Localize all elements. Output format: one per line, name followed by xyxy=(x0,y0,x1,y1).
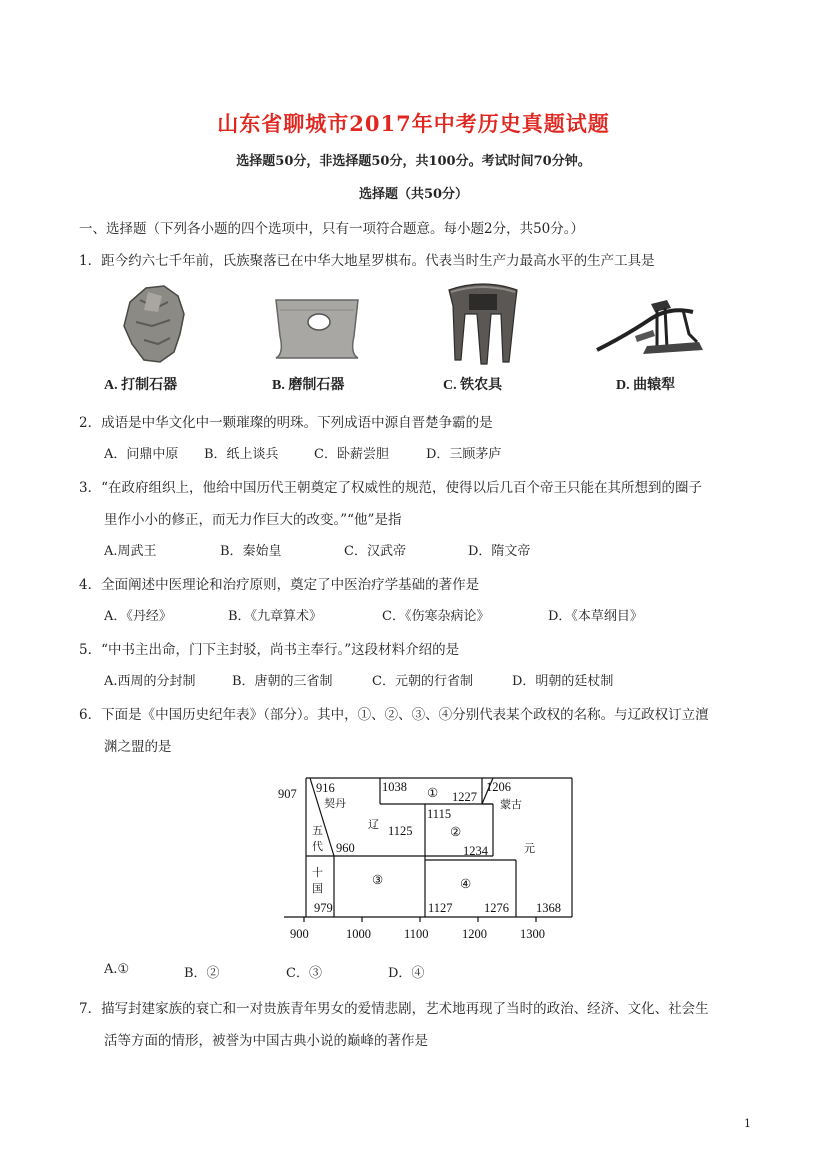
q2-option-c: C．卧薪尝胆 xyxy=(314,447,389,462)
start-year-label: 907 xyxy=(278,787,297,801)
q6-option-c: C．③ xyxy=(286,966,322,981)
exam-info: 选择题50分，非选择题50分，共100分。考试时间70分钟。 xyxy=(236,154,591,169)
year-1206-label: 1206 xyxy=(486,780,511,794)
q2-option-b: B．纸上谈兵 xyxy=(204,447,279,462)
qidan-label: 契丹 xyxy=(324,797,346,810)
year-1368-label: 1368 xyxy=(536,901,561,915)
axis-tick-1000: 1000 xyxy=(346,927,371,941)
q4-option-c: C．《伤寒杂病论》 xyxy=(382,609,490,624)
axis-tick-1300: 1300 xyxy=(520,927,545,941)
page-title: 山东省聊城市2017年中考历史真题试题 xyxy=(217,111,610,136)
chronology-table xyxy=(270,770,580,945)
year-916-label: 916 xyxy=(316,781,335,795)
q3-option-b: B．秦始皇 xyxy=(220,544,282,559)
q3-option-a: A.周武王 xyxy=(104,544,157,559)
q6-option-b: B．② xyxy=(184,966,220,981)
q2-option-a: A．问鼎中原 xyxy=(104,447,179,462)
year-1276-label: 1276 xyxy=(484,901,509,915)
option-A-caption: A. 打制石器 xyxy=(104,378,178,393)
curved-shaft-plow-image xyxy=(595,290,707,360)
question-7-text: 7．描写封建家族的衰亡和一对贵族青年男女的爱情悲剧，艺术地再现了当时的政治、经济、文化、社会生 xyxy=(79,1001,709,1017)
year-1127-label: 1127 xyxy=(428,901,453,915)
circle-3-label: ③ xyxy=(372,873,384,887)
year-960-label: 960 xyxy=(336,841,355,855)
q5-option-d: D．明朝的廷杖制 xyxy=(512,674,614,689)
q3-option-d: D．隋文帝 xyxy=(468,544,531,559)
q4-option-a: A．《丹经》 xyxy=(104,609,172,624)
q2-option-d: D．三顾茅庐 xyxy=(426,447,502,462)
section-heading: 选择题（共50分） xyxy=(358,187,469,202)
page-number: 1 xyxy=(744,1117,751,1130)
q5-option-a: A.西周的分封制 xyxy=(104,674,196,689)
axis-tick-900: 900 xyxy=(290,927,309,941)
q6-option-a: A.① xyxy=(104,962,130,977)
question-6-text-cont: 渊之盟的是 xyxy=(104,739,172,755)
year-1038-label: 1038 xyxy=(382,780,407,794)
option-B-caption: B. 磨制石器 xyxy=(272,378,345,393)
q4-option-b: B．《九章算术》 xyxy=(228,609,323,624)
year-1125-label: 1125 xyxy=(388,824,413,838)
circle-4-label: ④ xyxy=(460,877,472,891)
shi-label: 十 xyxy=(312,866,323,879)
yuan-label: 元 xyxy=(524,842,535,855)
circle-1-label: ① xyxy=(427,786,439,800)
iron-farm-tool-image xyxy=(443,280,523,366)
q5-option-c: C．元朝的行省制 xyxy=(372,674,473,689)
q3-option-c: C．汉武帝 xyxy=(344,544,406,559)
polished-stone-tool-image xyxy=(270,296,364,360)
chipped-stone-tool-image xyxy=(118,282,188,364)
question-3-text: 3．“在政府组织上，他给中国历代王朝奠定了权威性的规范，使得以后几百个帝王只能在其所想到的圈子 xyxy=(79,480,702,496)
guo-label: 国 xyxy=(312,882,323,895)
liao-label: 辽 xyxy=(368,818,379,831)
instructions: 一、选择题（下列各小题的四个选项中，只有一项符合题意。每小题2分，共50分。） xyxy=(79,221,585,237)
dai-label: 代 xyxy=(312,840,323,853)
q6-option-d: D．④ xyxy=(388,966,425,981)
question-1-text: 1．距今约六七千年前，氏族聚落已在中华大地星罗棋布。代表当时生产力最高水平的生产工具是 xyxy=(79,253,655,269)
question-5-text: 5．“中书主出命，门下主封驳，尚书主奉行。”这段材料介绍的是 xyxy=(79,642,460,658)
year-1227-label: 1227 xyxy=(452,790,477,804)
question-4-text: 4．全面阐述中医理论和治疗原则，奠定了中医治疗学基础的著作是 xyxy=(79,577,480,593)
axis-tick-1100: 1100 xyxy=(404,927,429,941)
q4-option-d: D．《本草纲目》 xyxy=(548,609,643,624)
option-D-caption: D. 曲辕犁 xyxy=(616,378,676,393)
question-7-text-cont: 活等方面的情形，被誉为中国古典小说的巅峰的著作是 xyxy=(104,1033,428,1049)
wu-label: 五 xyxy=(312,824,323,837)
year-1115-label: 1115 xyxy=(427,807,452,821)
axis-tick-1200: 1200 xyxy=(462,927,487,941)
q5-option-b: B．唐朝的三省制 xyxy=(232,674,333,689)
question-2-text: 2．成语是中华文化中一颗璀璨的明珠。下列成语中源自晋楚争霸的是 xyxy=(79,415,493,431)
question-3-text-cont: 里作小小的修正，而无力作巨大的改变。”“他”是指 xyxy=(104,512,402,528)
year-1234-label: 1234 xyxy=(463,844,488,858)
menggu-label: 蒙古 xyxy=(500,798,522,811)
option-C-caption: C. 铁农具 xyxy=(443,378,503,393)
circle-2-label: ② xyxy=(450,825,462,839)
question-6-text: 6．下面是《中国历史纪年表》（部分）。其中，①、②、③、④分别代表某个政权的名称。与辽政权订立澶 xyxy=(79,707,709,723)
year-979-label: 979 xyxy=(314,901,333,915)
